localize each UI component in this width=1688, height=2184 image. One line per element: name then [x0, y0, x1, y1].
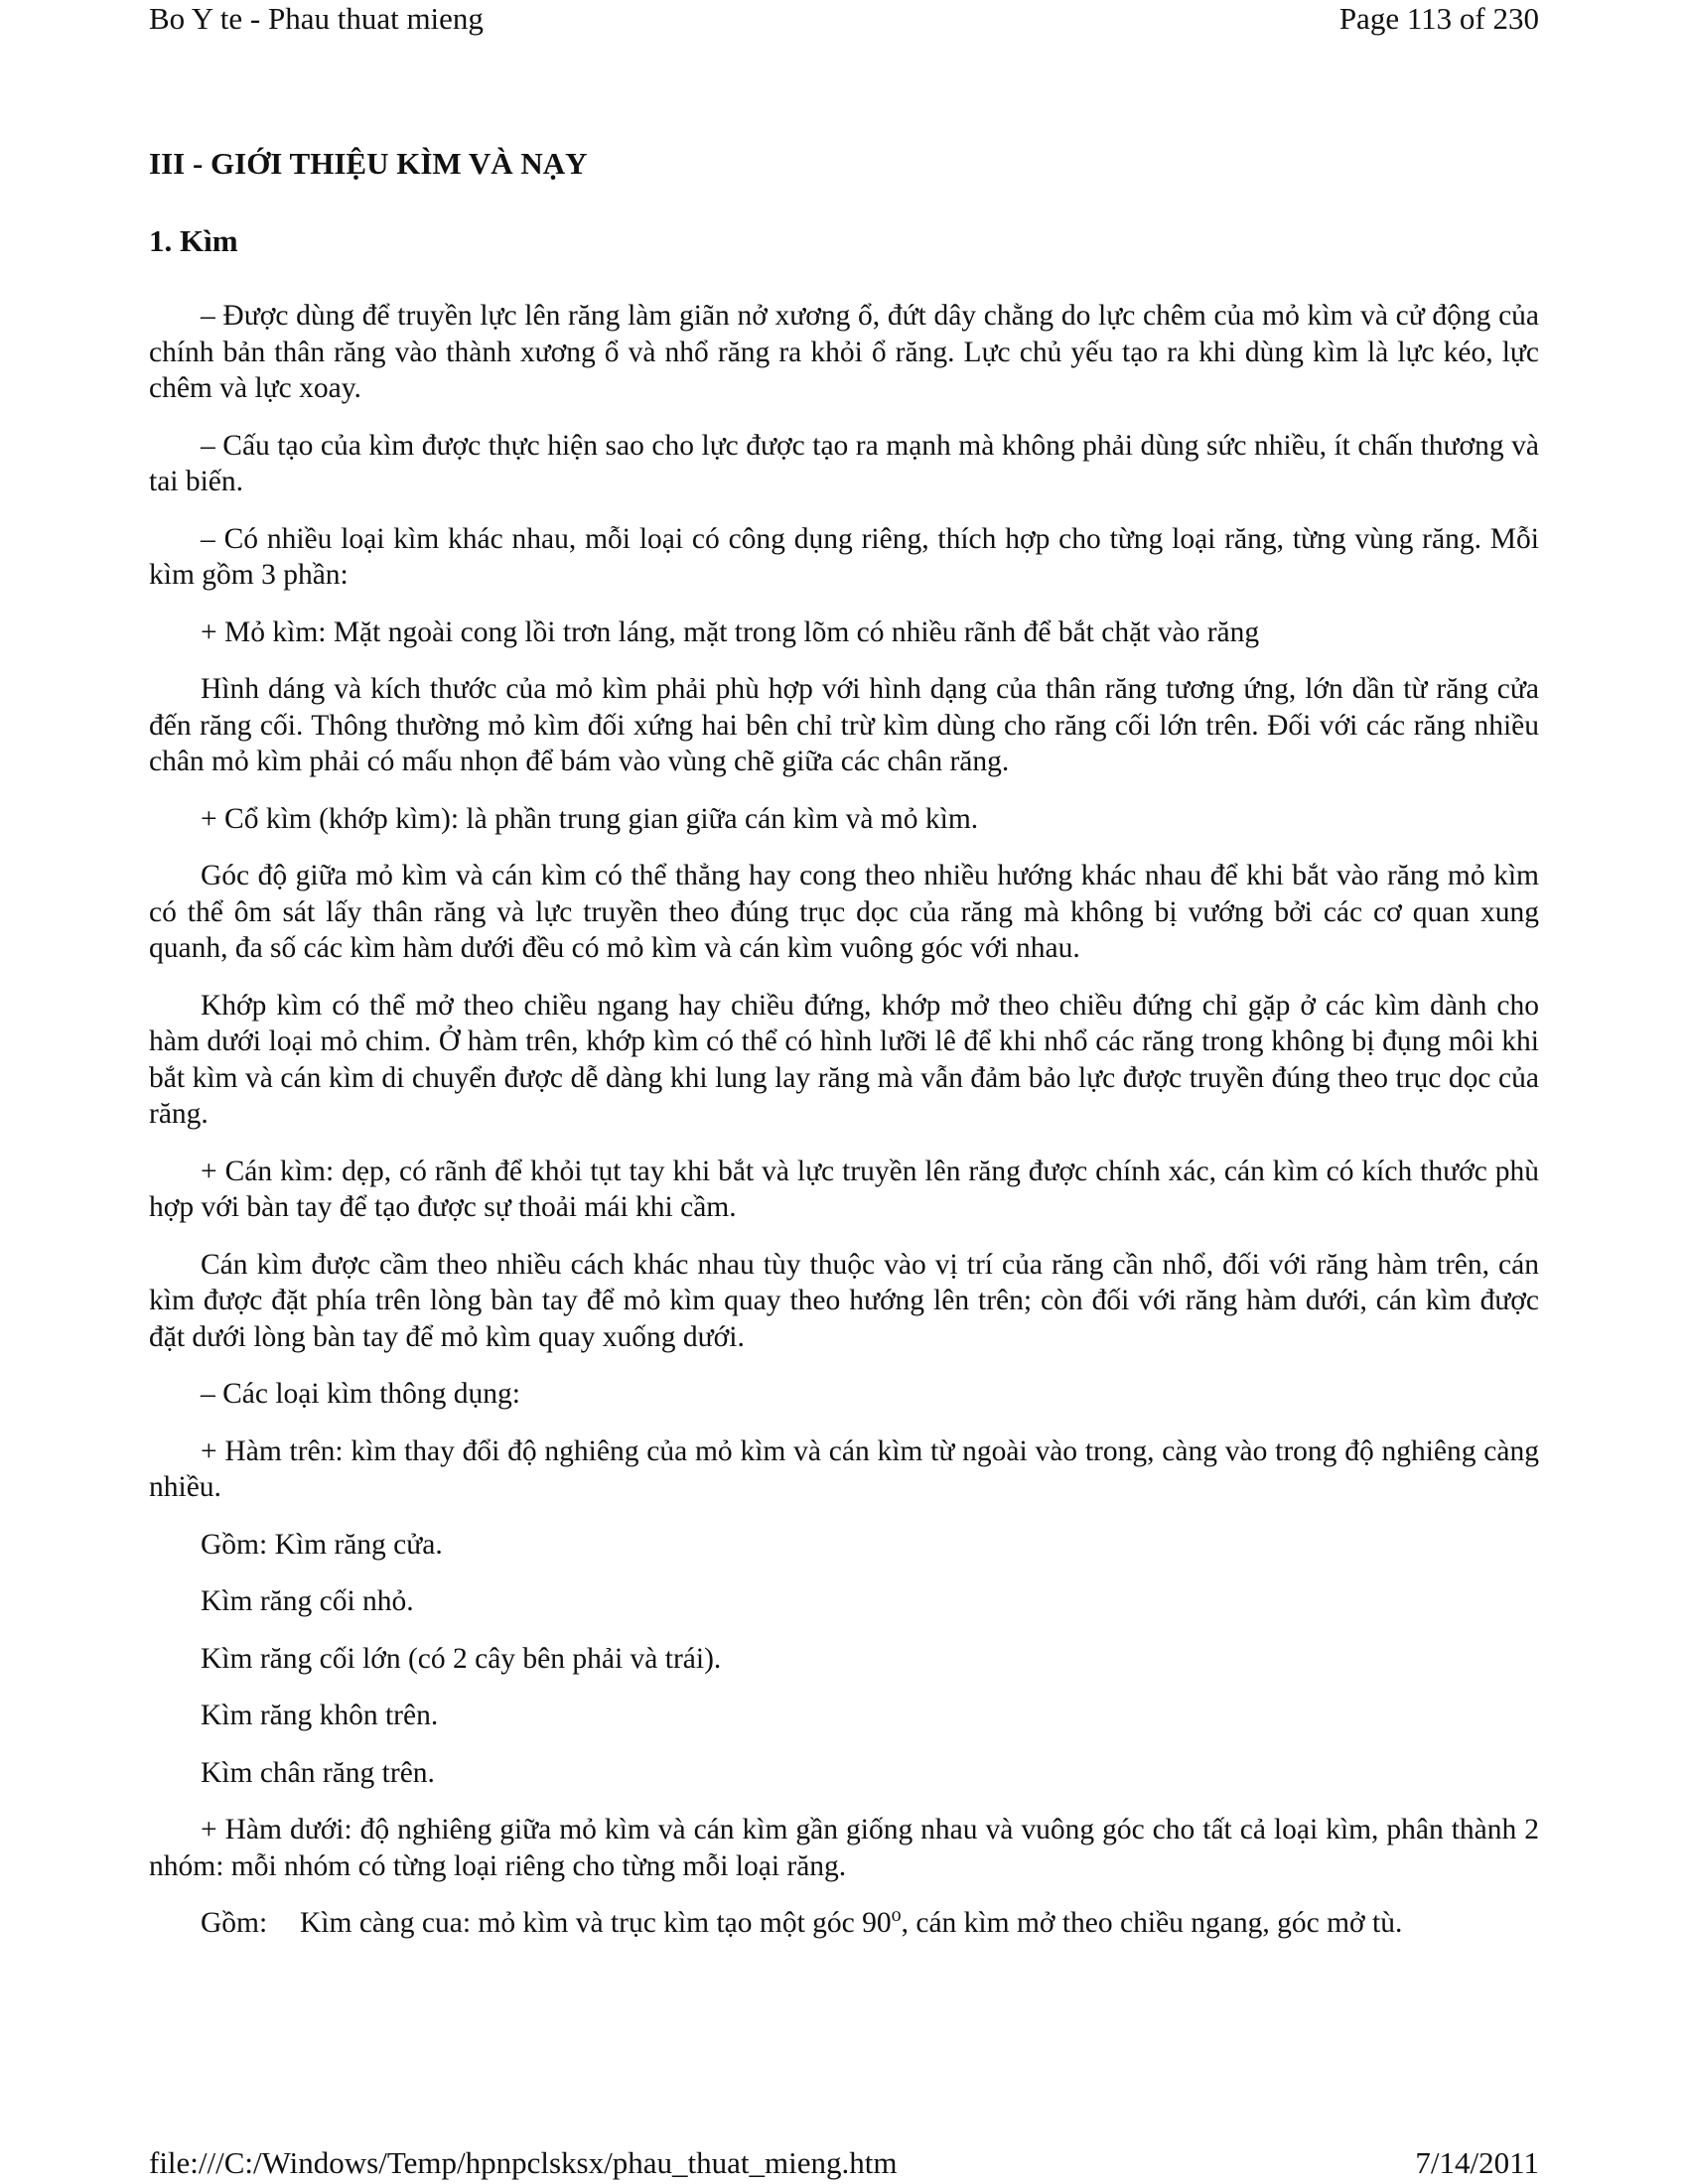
paragraph: – Cấu tạo của kìm được thực hiện sao cho lực được tạo ra mạnh mà không phải dùng sức nhiều, ít chấn thương và tai biến.: [149, 429, 1539, 497]
list-item: Kìm răng cối lớn (có 2 cây bên phải và trái).: [201, 1642, 722, 1675]
list-item-text: [300, 1905, 1539, 1942]
footer-file-path: file:///C:/Windows/Temp/hpnpclsksx/phau_thuat_mieng.htm: [149, 2145, 898, 2180]
section-title: III - GIỚI THIỆU KÌM VÀ NẠY: [149, 146, 588, 181]
page-header: [149, 0, 1539, 38]
list-item: Kìm chân răng trên.: [201, 1756, 435, 1789]
degree-superscript: o: [891, 1904, 902, 1927]
list-item-lower-jaw: [201, 1905, 1539, 1942]
paragraph: Khớp kìm có thể mở theo chiều ngang hay chiều đứng, khớp mở theo chiều đứng chỉ gặp ở các kìm dành cho hàm dưới loại mỏ chim. Ở hàm trên, khớp kìm có thể có hình lưỡi lê để khi nhổ các răng trong không bị đụng môi khi bắt kìm và cán kìm di chuyển được dễ dàng khi lung lay răng mà vẫn đảm bảo lực được truyền đúng theo trục dọc của răng.: [149, 989, 1539, 1130]
list-item: Gồm: Kìm răng cửa.: [201, 1528, 443, 1561]
footer-date: 7/14/2011: [1415, 2145, 1539, 2180]
list-item-text-before: Kìm càng cua: mỏ kìm và trục kìm tạo một góc 90: [300, 1907, 892, 1939]
subsection-title: 1. Kìm: [149, 223, 238, 258]
paragraph: + Cổ kìm (khớp kìm): là phần trung gian giữa cán kìm và mỏ kìm.: [201, 802, 979, 835]
paragraph: + Hàm dưới: độ nghiêng giữa mỏ kìm và cán kìm gần giống nhau và vuông góc cho tất cả loại kìm, phân thành 2 nhóm: mỗi nhóm có từng loại riêng cho từng mỗi loại răng.: [149, 1814, 1539, 1882]
paragraph: Cán kìm được cầm theo nhiều cách khác nhau tùy thuộc vào vị trí của răng cần nhổ, đối với răng hàm trên, cán kìm được đặt phía trên lòng bàn tay để mỏ kìm quay theo hướng lên trên; còn đối với răng hàm dưới, cán kìm được đặt dưới lòng bàn tay để mỏ kìm quay xuống dưới.: [149, 1248, 1539, 1353]
document-content: [149, 143, 1539, 1942]
body-text: [149, 298, 1539, 1942]
list-item-label: Gồm:: [201, 1907, 268, 1939]
paragraph: – Các loại kìm thông dụng:: [201, 1378, 521, 1410]
list-item: Kìm răng cối nhỏ.: [201, 1585, 414, 1617]
paragraph: – Có nhiều loại kìm khác nhau, mỗi loại có công dụng riêng, thích hợp cho từng loại răng, từng vùng răng. Mỗi kìm gồm 3 phần:: [149, 522, 1539, 591]
page-footer: [149, 2144, 1539, 2182]
header-page-number: Page 113 of 230: [1338, 1, 1539, 36]
paragraph: Góc độ giữa mỏ kìm và cán kìm có thể thẳng hay cong theo nhiều hướng khác nhau để khi bắt vào răng mỏ kìm có thể ôm sát lấy thân răng và lực truyền theo đúng trục dọc của răng mà không bị vướng bởi các cơ quan xung quanh, đa số các kìm hàm dưới đều có mỏ kìm và cán kìm vuông góc với nhau.: [149, 860, 1539, 964]
list-item: Kìm răng khôn trên.: [201, 1700, 439, 1731]
paragraph: + Hàm trên: kìm thay đổi độ nghiêng của mỏ kìm và cán kìm từ ngoài vào trong, càng vào trong độ nghiêng càng nhiều.: [149, 1434, 1539, 1503]
list-item-text-after: , cán kìm mở theo chiều ngang, góc mở tù.: [901, 1907, 1403, 1939]
header-doc-title: Bo Y te - Phau thuat mieng: [149, 1, 484, 36]
paragraph: + Cán kìm: dẹp, có rãnh để khỏi tụt tay khi bắt và lực truyền lên răng được chính xác, cán kìm có kích thước phù hợp với bàn tay để tạo được sự thoải mái khi cầm.: [149, 1155, 1539, 1223]
paragraph: Hình dáng và kích thước của mỏ kìm phải phù hợp với hình dạng của thân răng tương ứng, lớn dần từ răng cửa đến răng cối. Thông thường mỏ kìm đối xứng hai bên chỉ trừ kìm dùng cho răng cối lớn trên. Đối với các răng nhiều chân mỏ kìm phải có mấu nhọn để bám vào vùng chẽ giữa các chân răng.: [149, 673, 1539, 777]
paragraph: + Mỏ kìm: Mặt ngoài cong lồi trơn láng, mặt trong lõm có nhiều rãnh để bắt chặt vào răng: [201, 615, 1260, 648]
paragraph: – Được dùng để truyền lực lên răng làm giãn nở xương ổ, đứt dây chằng do lực chêm của mỏ kìm và cử động của chính bản thân răng vào thành xương ổ và nhổ răng ra khỏi ổ răng. Lực chủ yếu tạo ra khi dùng kìm là lực kéo, lực chêm và lực xoay.: [149, 300, 1539, 404]
